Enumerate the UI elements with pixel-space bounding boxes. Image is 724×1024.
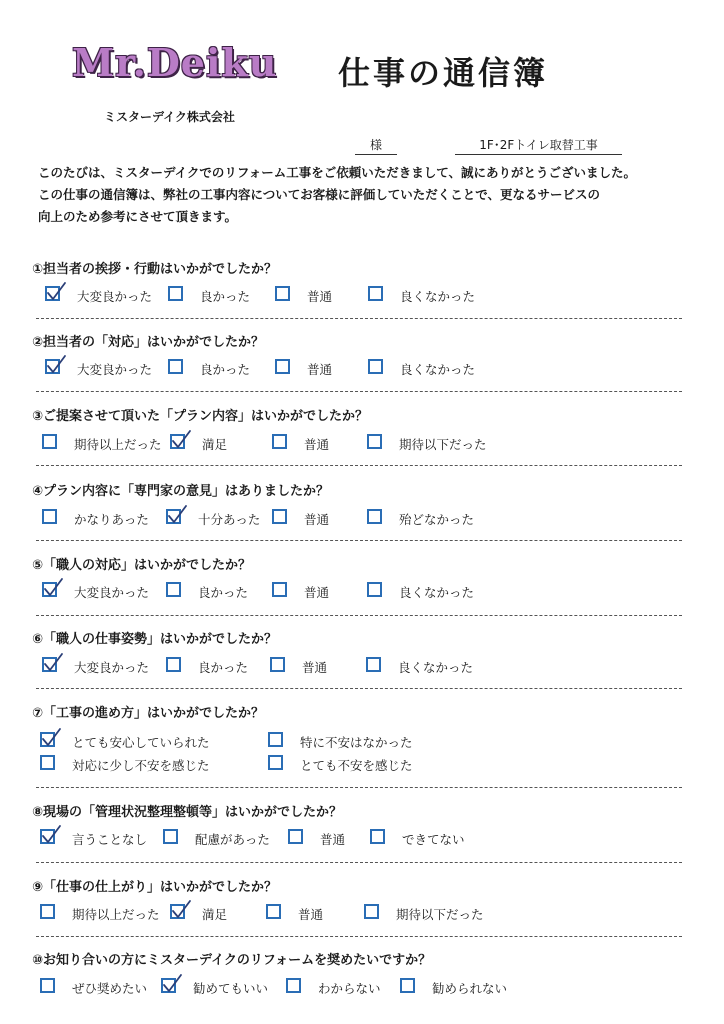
checkbox[interactable]	[45, 359, 60, 374]
section-divider	[36, 787, 682, 788]
checkbox[interactable]	[166, 657, 181, 672]
option-label: 大変良かった	[74, 660, 150, 675]
question-7: ⑦「工事の進め方」はいかがでしたか？	[32, 706, 265, 721]
checkbox[interactable]	[270, 657, 285, 672]
checkmark-icon	[40, 824, 62, 846]
checkbox[interactable]	[368, 359, 383, 374]
option-label: 満足	[202, 437, 228, 452]
option-label: わからない	[318, 981, 381, 996]
section-divider	[36, 540, 682, 541]
checkbox[interactable]	[161, 978, 176, 993]
option-label: 配慮があった	[195, 832, 270, 847]
checkbox[interactable]	[364, 904, 379, 919]
question-9: ⑨「仕事の仕上がり」はいかがでしたか？	[32, 880, 278, 895]
checkbox[interactable]	[45, 286, 60, 301]
page-title: 仕事の通信簿	[338, 54, 549, 92]
question-3: ③ご提案させて頂いた「プラン内容」はいかがでしたか？	[32, 409, 369, 424]
checkbox[interactable]	[275, 286, 290, 301]
question-5: ⑤「職人の対応」はいかがでしたか？	[32, 558, 252, 573]
option-label: 普通	[307, 362, 333, 377]
checkbox[interactable]	[168, 359, 183, 374]
option-label: 十分あった	[198, 512, 261, 527]
option-label: 普通	[304, 437, 330, 452]
checkbox[interactable]	[166, 509, 181, 524]
checkbox[interactable]	[268, 732, 283, 747]
option-label: 言うことなし	[72, 832, 148, 847]
checkbox[interactable]	[40, 755, 55, 770]
checkmark-icon	[161, 973, 183, 995]
checkbox[interactable]	[42, 509, 57, 524]
intro-line: このたびは、ミスターデイクでのリフォーム工事をご依頼いただきまして、誠にありがとうございました。	[38, 165, 637, 180]
option-label: 大変良かった	[77, 289, 153, 304]
checkbox[interactable]	[170, 904, 185, 919]
option-label: 勧めてもいい	[193, 981, 269, 996]
checkbox[interactable]	[168, 286, 183, 301]
option-label: 対応に少し不安を感じた	[72, 758, 210, 773]
option-label: 良くなかった	[400, 362, 476, 377]
checkmark-icon	[42, 652, 64, 674]
option-label: 良かった	[200, 289, 251, 304]
checkbox[interactable]	[40, 829, 55, 844]
checkbox[interactable]	[40, 978, 55, 993]
option-label: 良かった	[198, 585, 249, 600]
question-1: ①担当者の挨拶・行動はいかがでしたか？	[32, 262, 278, 277]
section-divider	[36, 615, 682, 616]
checkbox[interactable]	[42, 657, 57, 672]
option-label: 普通	[304, 512, 330, 527]
checkmark-icon	[170, 429, 192, 451]
question-2: ②担当者の「対応」はいかがでしたか？	[32, 335, 265, 350]
option-label: 良かった	[198, 660, 249, 675]
checkmark-icon	[45, 354, 67, 376]
option-label: 大変良かった	[74, 585, 150, 600]
checkmark-icon	[170, 899, 192, 921]
checkmark-icon	[40, 727, 62, 749]
option-label: かなりあった	[74, 512, 149, 527]
section-divider	[36, 465, 682, 466]
option-label: 普通	[307, 289, 333, 304]
option-label: 期待以上だった	[74, 437, 162, 452]
checkbox[interactable]	[272, 509, 287, 524]
option-label: 普通	[302, 660, 328, 675]
section-divider	[36, 391, 682, 392]
checkbox[interactable]	[166, 582, 181, 597]
option-label: 特に不安はなかった	[300, 735, 413, 750]
option-label: とても安心していられた	[72, 735, 210, 750]
project-name: 1F･2Fトイレ取替工事	[455, 136, 622, 155]
checkmark-icon	[45, 281, 67, 303]
option-label: 期待以下だった	[396, 907, 484, 922]
option-label: ぜひ奨めたい	[72, 981, 148, 996]
checkbox[interactable]	[163, 829, 178, 844]
checkbox[interactable]	[40, 732, 55, 747]
option-label: とても不安を感じた	[300, 758, 413, 773]
checkbox[interactable]	[42, 434, 57, 449]
checkbox[interactable]	[366, 657, 381, 672]
question-10: ⑩お知り合いの方にミスターデイクのリフォームを奨めたいですか？	[32, 953, 432, 968]
option-label: 普通	[298, 907, 324, 922]
checkbox[interactable]	[367, 434, 382, 449]
checkbox[interactable]	[272, 434, 287, 449]
checkbox[interactable]	[42, 582, 57, 597]
intro-text	[38, 162, 678, 228]
intro-line: この仕事の通信簿は、弊社の工事内容についてお客様に評価していただくことで、更なるサービスの	[38, 187, 601, 202]
checkbox[interactable]	[286, 978, 301, 993]
option-label: 殆どなかった	[399, 512, 475, 527]
section-divider	[36, 936, 682, 937]
question-8: ⑧現場の「管理状況整理整頓等」はいかがでしたか？	[32, 805, 343, 820]
option-label: 良くなかった	[400, 289, 476, 304]
checkbox[interactable]	[40, 904, 55, 919]
option-label: 期待以下だった	[399, 437, 487, 452]
option-label: 勧められない	[432, 981, 508, 996]
checkbox[interactable]	[367, 509, 382, 524]
question-4: ④プラン内容に「専門家の意見」はありましたか？	[32, 484, 330, 499]
section-divider	[36, 862, 682, 863]
company-logo: Mr.Deiku	[72, 40, 278, 85]
checkbox[interactable]	[368, 286, 383, 301]
checkbox[interactable]	[275, 359, 290, 374]
checkbox[interactable]	[370, 829, 385, 844]
section-divider	[36, 688, 682, 689]
option-label: 普通	[304, 585, 330, 600]
checkbox[interactable]	[400, 978, 415, 993]
option-label: 期待以上だった	[72, 907, 160, 922]
checkbox[interactable]	[268, 755, 283, 770]
checkmark-icon	[42, 577, 64, 599]
checkmark-icon	[166, 504, 188, 526]
option-label: 普通	[320, 832, 346, 847]
company-name: ミスターデイク株式会社	[104, 110, 235, 124]
question-6: ⑥「職人の仕事姿勢」はいかがでしたか？	[32, 632, 278, 647]
checkbox[interactable]	[367, 582, 382, 597]
option-label: 良かった	[200, 362, 251, 377]
option-label: 良くなかった	[399, 585, 475, 600]
intro-line: 向上のため参考にさせて頂きます。	[38, 209, 238, 224]
checkbox[interactable]	[288, 829, 303, 844]
checkbox[interactable]	[170, 434, 185, 449]
checkbox[interactable]	[266, 904, 281, 919]
checkbox[interactable]	[272, 582, 287, 597]
customer-honorific: 様	[355, 136, 397, 155]
option-label: できてない	[402, 832, 465, 847]
option-label: 満足	[202, 907, 228, 922]
section-divider	[36, 318, 682, 319]
option-label: 大変良かった	[77, 362, 153, 377]
option-label: 良くなかった	[398, 660, 474, 675]
